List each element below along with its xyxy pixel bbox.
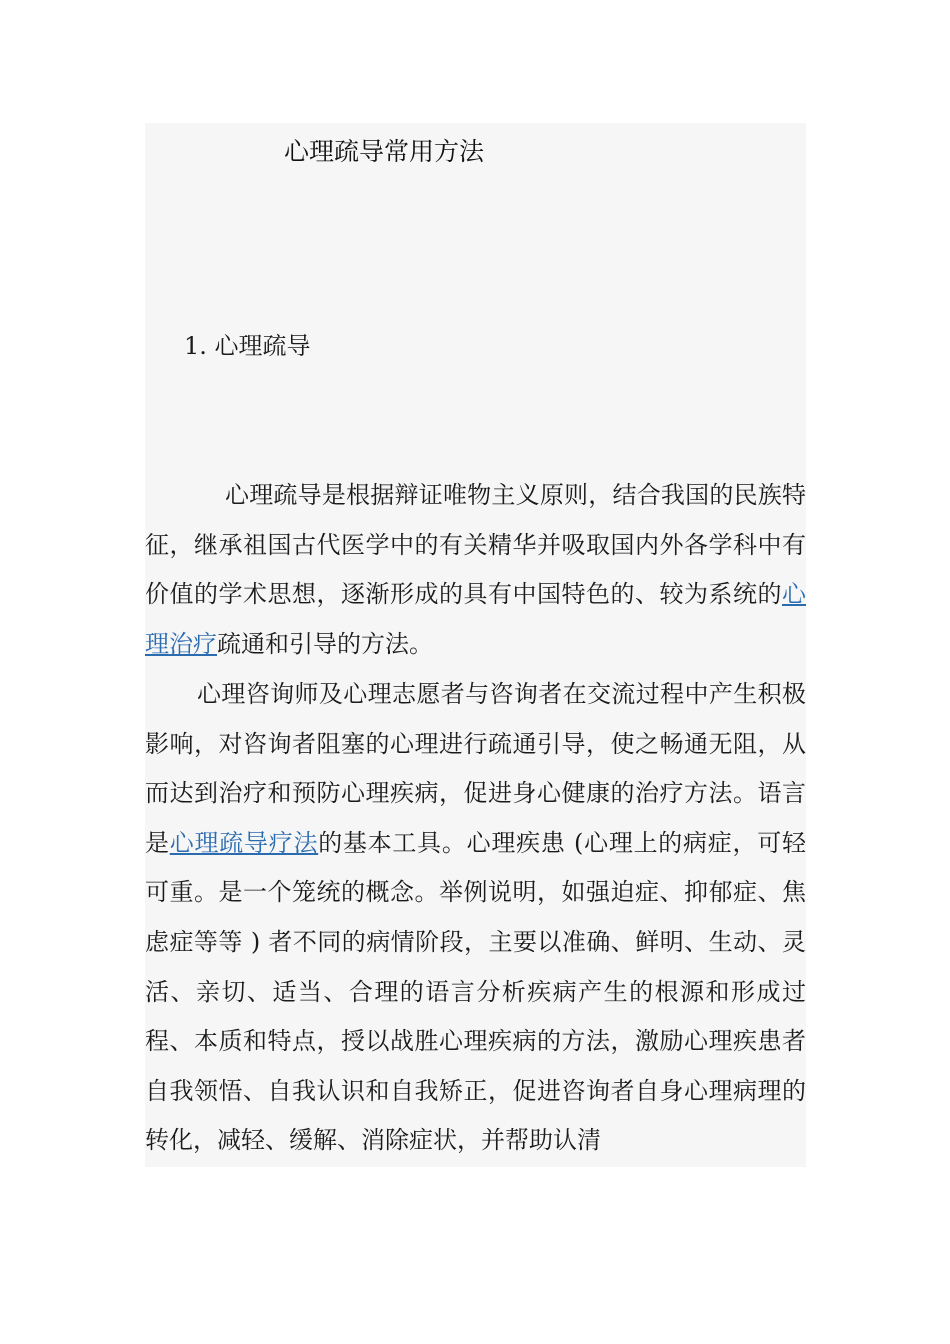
psychotherapy-link[interactable]: 心理治疗 <box>145 580 806 658</box>
paragraph-1 <box>145 471 806 669</box>
section-heading: 1. 心理疏导 <box>184 332 311 360</box>
paragraph-1-text-after: 疏通和引导的方法。 <box>217 629 433 658</box>
counseling-therapy-link[interactable]: 心理疏导疗法 <box>169 828 319 857</box>
document-title: 心理疏导常用方法 <box>284 137 485 166</box>
paragraph-1-text-before: 心理疏导是根据辩证唯物主义原则，结合我国的民族特征，继承祖国古代医学中的有关精华并吸取国内外各学科中有价值的学术思想，逐渐形成的具有中国特色的、较为系统的 <box>145 481 806 609</box>
paragraph-2-text-before: 心理咨询师及心理志愿者与咨询者在交流过程中产生积极影响，对咨询者阻塞的心理进行疏通引导，使之畅通无阻，从而达到治疗和预防心理疾病，促进身心健康的治疗方法。语言是 <box>145 680 806 857</box>
paragraph-2-text-after: 的基本工具。心理疾患 (心理上的病症，可轻可重。是一个笼统的概念。举例说明，如强迫症、抑郁症、焦虑症等等 ) 者不同的病情阶段，主要以准确、鲜明、生动、灵活、亲切、适当、合理的语言分析疾病产生的根源和形成过程、本质和特点，授以战胜心理疾病的方法，激励心理疾患者自我领悟、自我认识和自我矫正，促进咨询者自身心理病理的转化，减轻、缓解、消除症状，并帮助认清 <box>145 828 807 1155</box>
paragraph-2 <box>145 670 806 1166</box>
